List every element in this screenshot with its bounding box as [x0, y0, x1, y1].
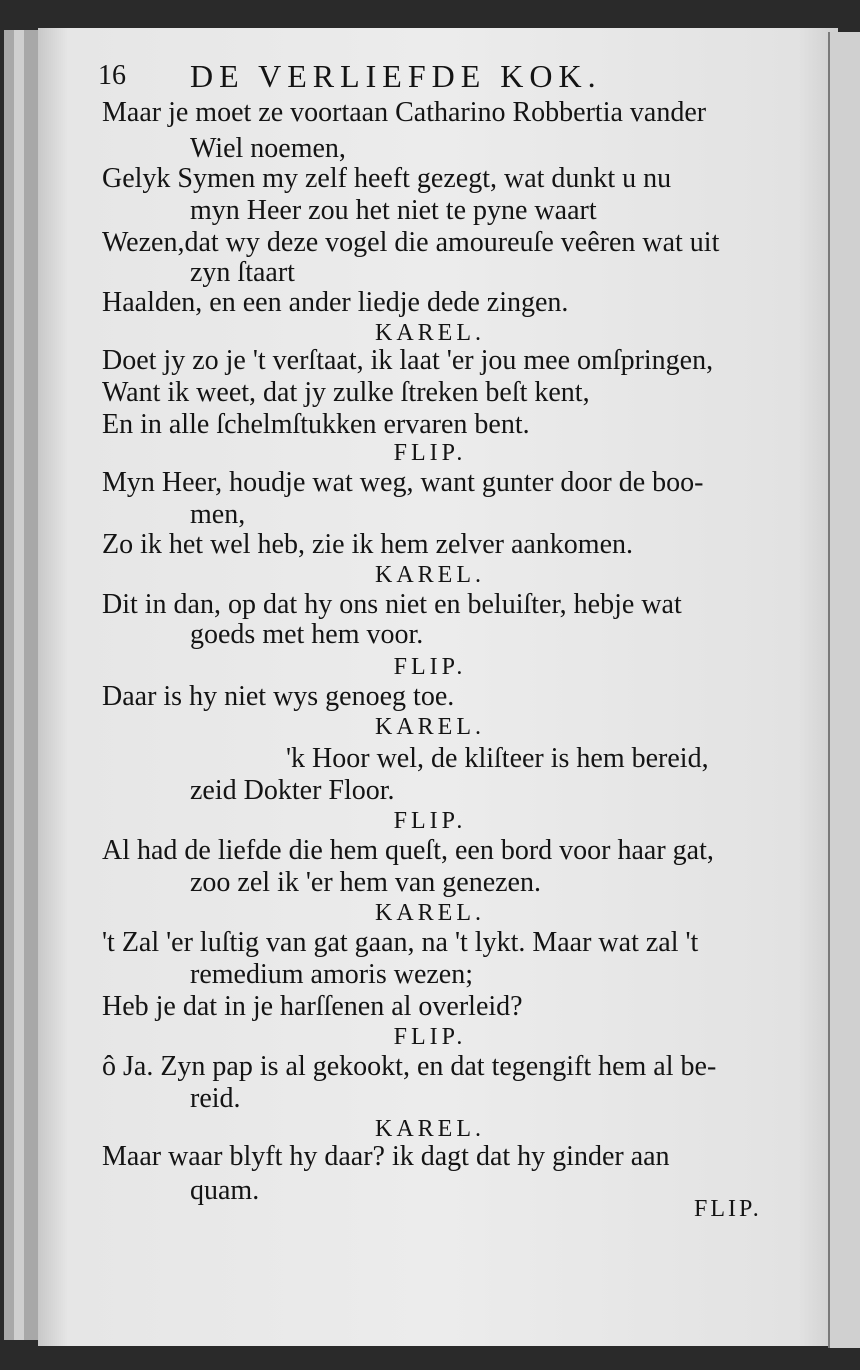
- speaker-name: FLIP.: [393, 440, 467, 466]
- verse-line: Doet jy zo je 't verſtaat, ik laat 'er jou mee omſpringen,: [102, 345, 714, 376]
- verse-line: Want ik weet, dat jy zulke ſtreken beſt kent,: [102, 377, 590, 408]
- verse-line: 'k Hoor wel, de kliſteer is hem bereid,: [286, 743, 709, 774]
- verse-line: Maar waar blyft hy daar? ik dagt dat hy ginder aan: [102, 1141, 670, 1172]
- verse-line: Wezen,dat wy deze vogel die amoureuſe veêren wat uit: [102, 227, 720, 258]
- verse-line: reid.: [190, 1083, 241, 1114]
- speaker-name: KAREL.: [375, 320, 485, 346]
- verse-line: remedium amoris wezen;: [190, 959, 474, 990]
- verse-line: zyn ſtaart: [190, 257, 295, 288]
- verse-line: ô Ja. Zyn pap is al gekookt, en dat tegengift hem al be-: [102, 1051, 717, 1082]
- verse-line: men,: [190, 499, 246, 530]
- running-title: DE VERLIEFDE KOK.: [190, 58, 602, 94]
- speaker-name: KAREL.: [375, 714, 485, 740]
- verse-line: zeid Dokter Floor.: [190, 775, 395, 806]
- page-number: 16: [98, 60, 126, 91]
- verse-line: Haalden, en een ander liedje dede zingen.: [102, 287, 569, 318]
- speaker-name: FLIP.: [393, 654, 467, 680]
- verse-line: Gelyk Symen my zelf heeft gezegt, wat dunkt u nu: [102, 163, 672, 194]
- speaker-name: FLIP.: [393, 1024, 467, 1050]
- speaker-name: KAREL.: [375, 1116, 485, 1142]
- verse-line: myn Heer zou het niet te pyne waart: [190, 195, 597, 226]
- verse-line: Myn Heer, houdje wat weg, want gunter door de boo-: [102, 467, 704, 498]
- verse-line: Zo ik het wel heb, zie ik hem zelver aankomen.: [102, 529, 634, 560]
- verse-line: Heb je dat in je harſſenen al overleid?: [102, 991, 523, 1022]
- verse-line: quam.: [190, 1175, 260, 1206]
- verse-line: Al had de liefde die hem queſt, een bord voor haar gat,: [102, 835, 714, 866]
- speaker-name: FLIP.: [393, 808, 467, 834]
- verse-line: Dit in dan, op dat hy ons niet en beluiſter, hebje wat: [102, 589, 682, 620]
- verse-line: Wiel noemen,: [190, 133, 346, 164]
- verse-line: En in alle ſchelmſtukken ervaren bent.: [102, 409, 530, 440]
- facing-page-edge: [828, 32, 860, 1348]
- speaker-name: KAREL.: [375, 562, 485, 588]
- verse-line: Maar je moet ze voortaan Catharino Robbertia vander: [102, 97, 707, 128]
- verse-line: goeds met hem voor.: [190, 619, 424, 650]
- verse-line: Daar is hy niet wys genoeg toe.: [102, 681, 455, 712]
- speaker-name: KAREL.: [375, 900, 485, 926]
- verse-line: 't Zal 'er luſtig van gat gaan, na 't lykt. Maar wat zal 't: [102, 927, 699, 958]
- verse-line: zoo zel ik 'er hem van genezen.: [190, 867, 541, 898]
- catchword: FLIP.: [694, 1196, 762, 1222]
